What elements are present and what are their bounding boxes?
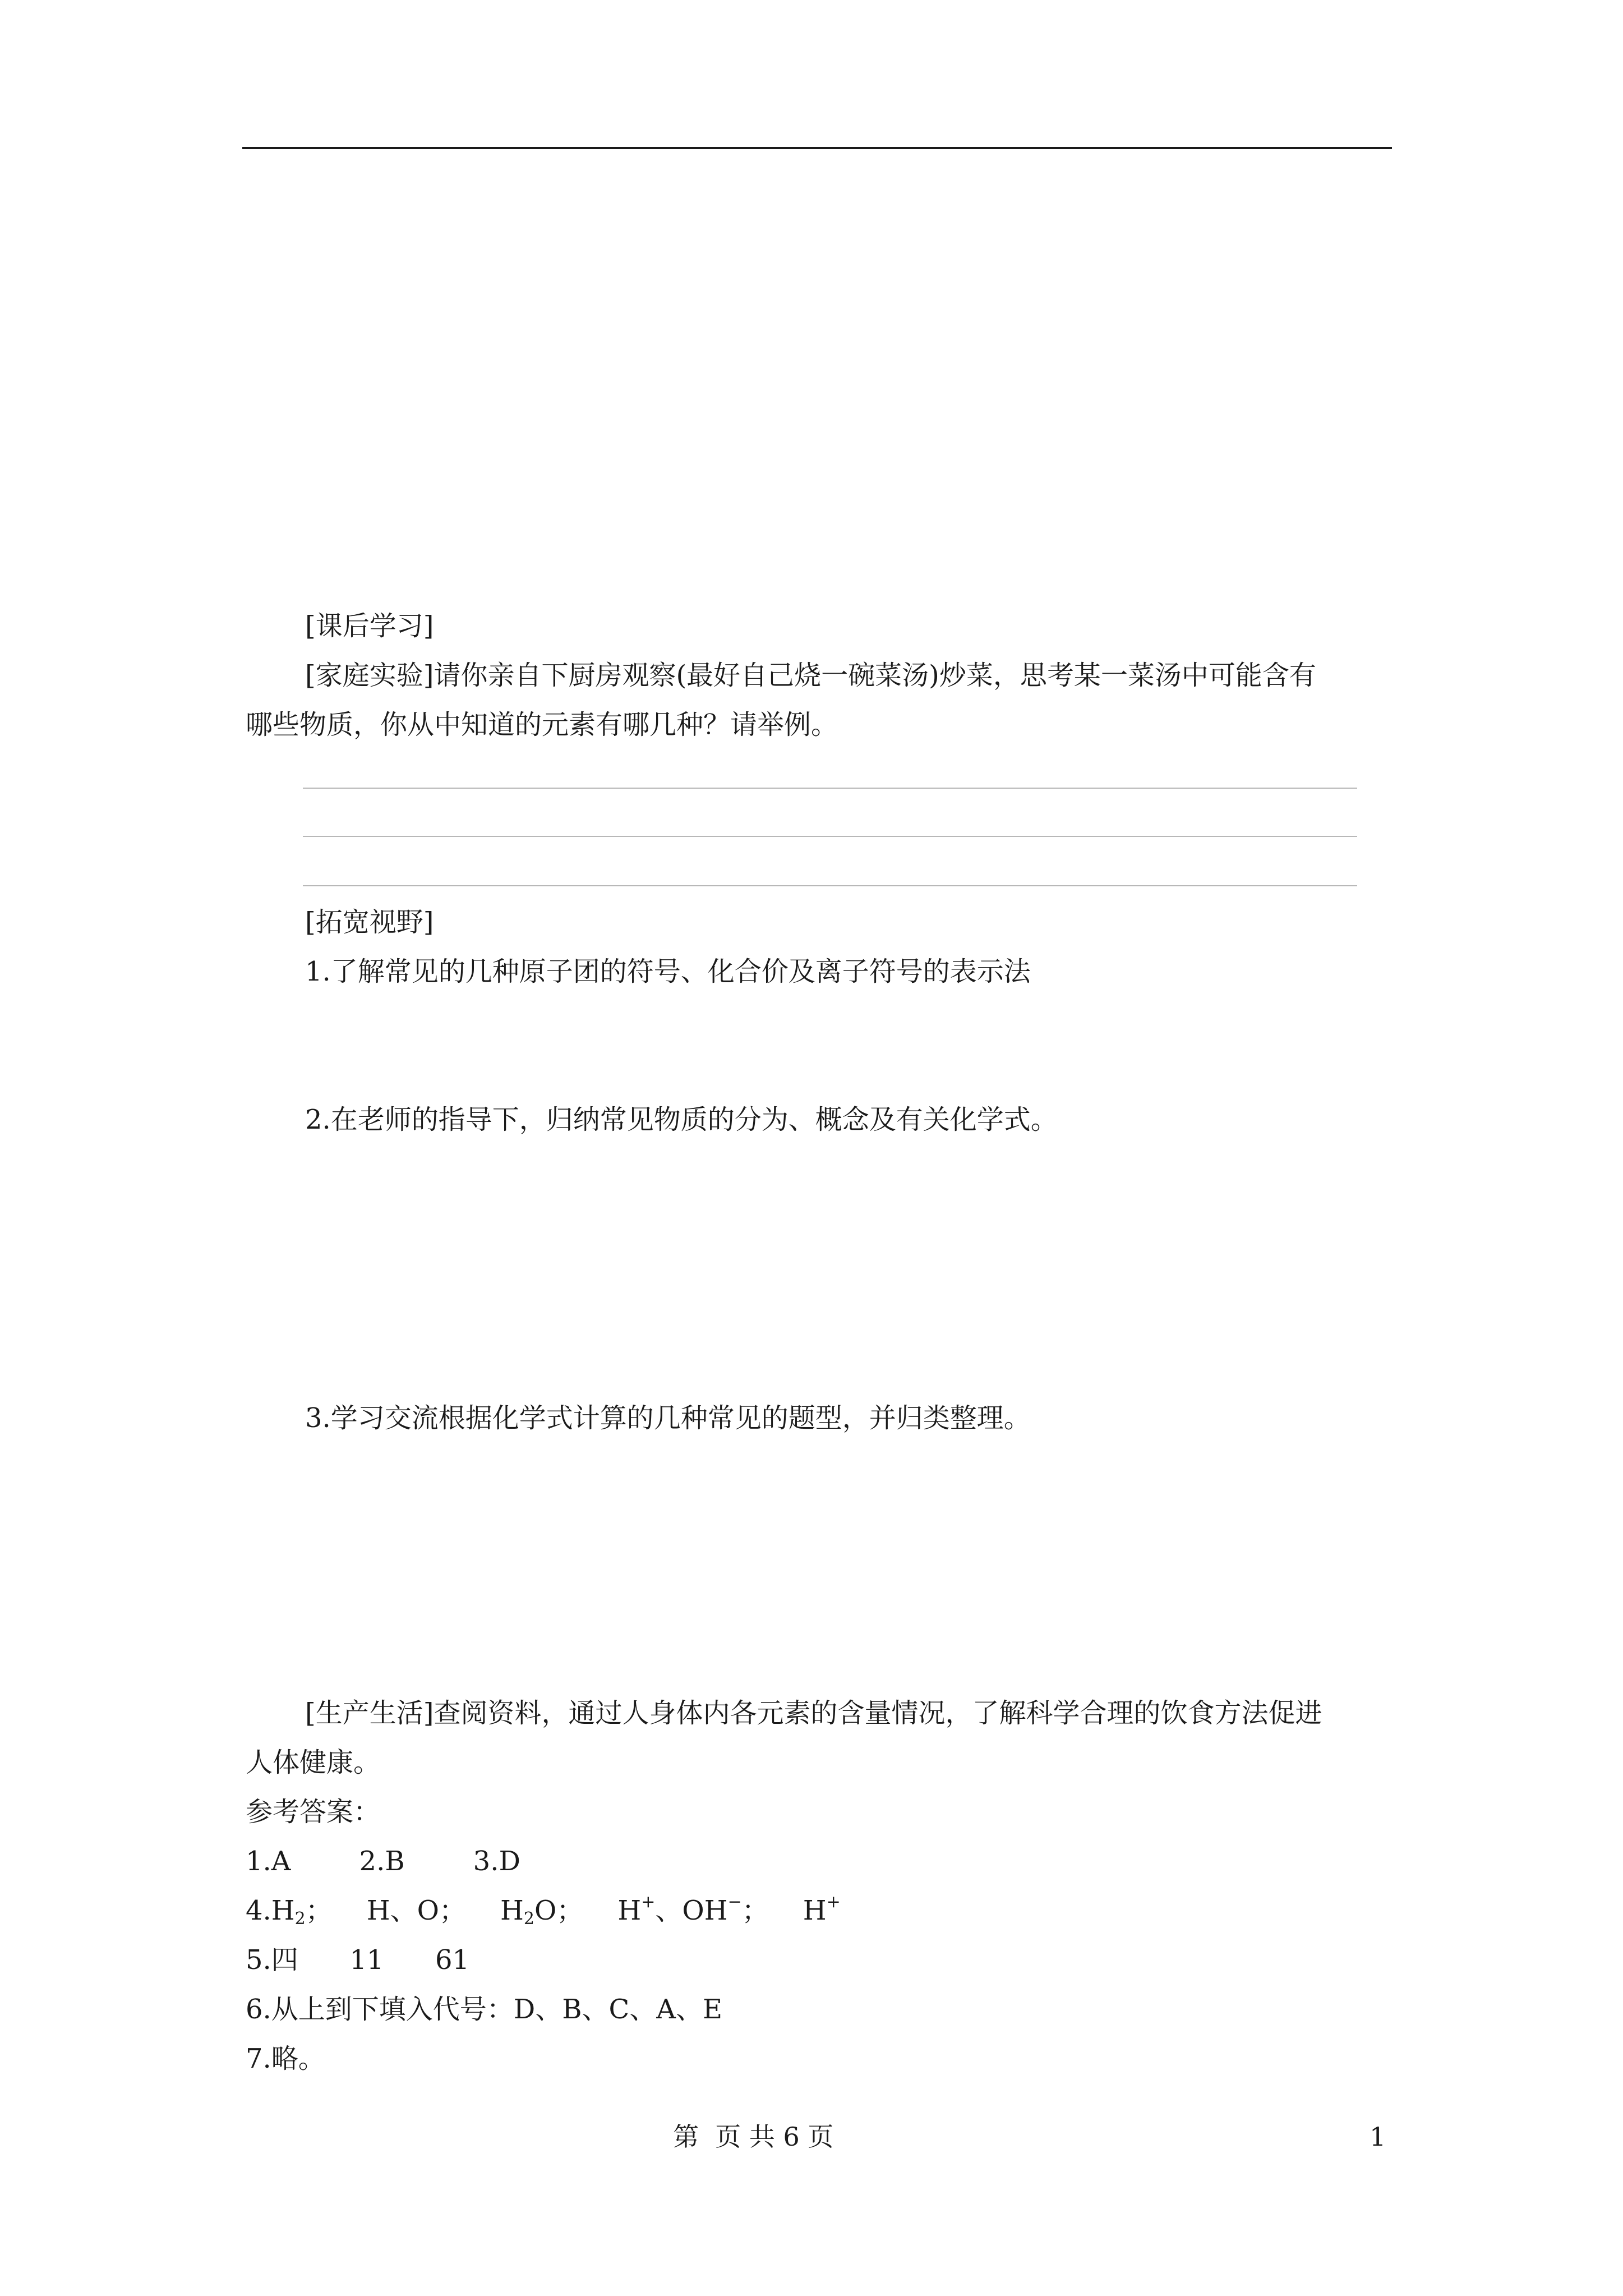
- broaden-heading: [拓宽视野]: [305, 907, 434, 938]
- answer-line-4-segment: 2: [294, 1909, 306, 1929]
- answer-line-4-segment: −: [727, 1892, 742, 1912]
- answer-line-5: 5.四 11 61: [246, 1944, 470, 1976]
- production-life-line-1: [生产生活]查阅资料，通过人身体内各元素的含量情况，了解科学合理的饮食方法促进: [305, 1697, 1322, 1729]
- answer-line-7: 7.略。: [246, 2043, 325, 2074]
- answer-line-6: 6.从上到下填入代号：D、B、C、A、E: [246, 1994, 722, 2025]
- answers-heading: 参考答案：: [246, 1796, 381, 1828]
- answer-line-4-segment: +: [826, 1892, 841, 1912]
- broaden-item-3: 3.学习交流根据化学式计算的几种常见的题型，并归类整理。: [305, 1402, 1031, 1434]
- answer-line-4-segment: ； H: [741, 1895, 827, 1926]
- answer-line-4-segment: O； H: [534, 1895, 642, 1926]
- answer-line-4-segment: 、OH: [655, 1895, 728, 1926]
- answer-line-1-3: 1.A 2.B 3.D: [246, 1846, 520, 1877]
- footer-page-text: 第 页 共 6 页: [673, 2122, 834, 2152]
- answer-line-4-segment: 4.H: [246, 1895, 295, 1926]
- answer-blank-line[interactable]: [303, 788, 1357, 789]
- answer-line-4-segment: 2: [523, 1909, 534, 1929]
- broaden-item-2: 2.在老师的指导下，归纳常见物质的分为、概念及有关化学式。: [305, 1104, 1058, 1135]
- header-rule: [242, 147, 1392, 149]
- footer-page-number: 1: [1370, 2122, 1386, 2152]
- home-experiment-line-1: [家庭实验]请你亲自下厨房观察(最好自己烧一碗菜汤)炒菜，思考某一菜汤中可能含有: [305, 660, 1316, 691]
- answer-line-4-segment: ； H、O； H: [305, 1895, 524, 1926]
- after-class-heading: [课后学习]: [305, 610, 434, 642]
- answer-blank-line[interactable]: [303, 836, 1357, 837]
- production-life-line-2: 人体健康。: [246, 1747, 381, 1778]
- answer-line-4: [246, 1894, 841, 1927]
- answer-line-4-segment: +: [641, 1892, 656, 1912]
- broaden-item-1: 1.了解常见的几种原子团的符号、化合价及离子符号的表示法: [305, 956, 1031, 987]
- answer-blank-line[interactable]: [303, 885, 1357, 886]
- home-experiment-line-2: 哪些物质，你从中知道的元素有哪几种？请举例。: [246, 709, 838, 740]
